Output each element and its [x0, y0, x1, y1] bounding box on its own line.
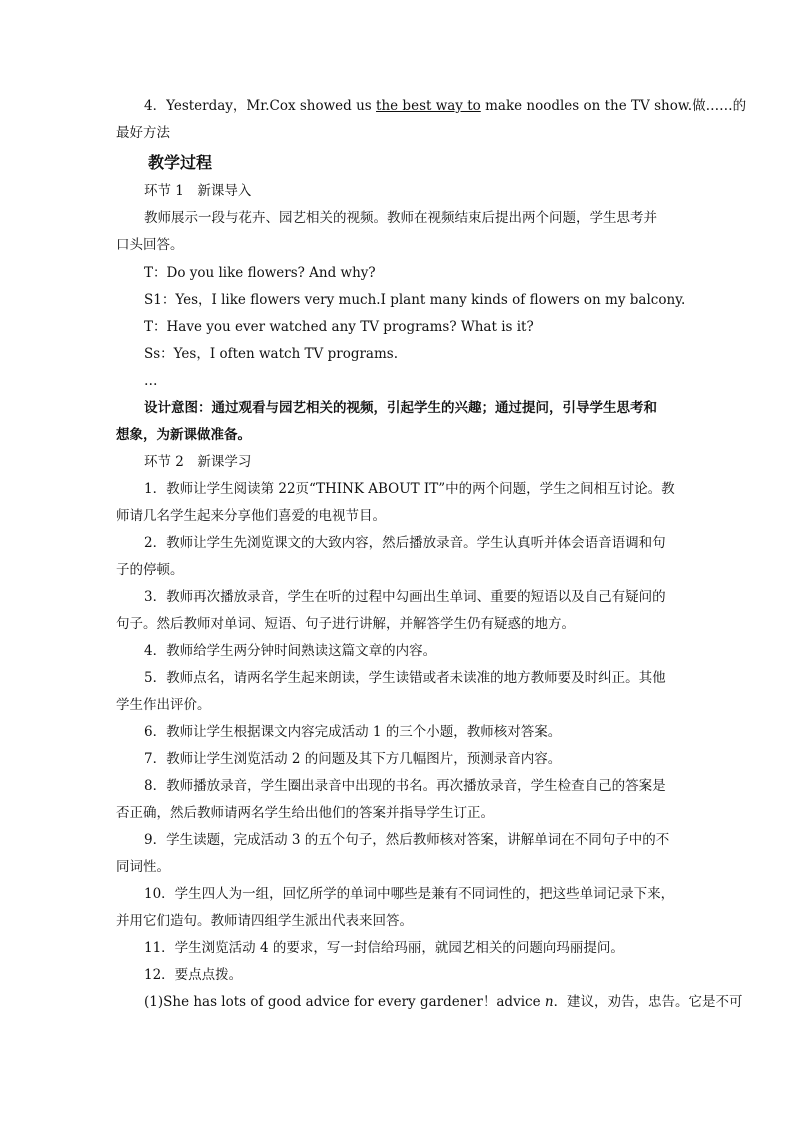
list-item-cont: 否正确，然后教师请两名学生给出他们的答案并指导学生订正。: [116, 805, 494, 821]
list-item: 8．教师播放录音，学生圈出录音中出现的书名。再次播放录音，学生检查自己的答案是: [144, 778, 666, 794]
item4-line: [144, 97, 746, 115]
list-item: 10．学生四人为一组，回忆所学的单词中哪些是兼有不同词性的，把这些单词记录下来，: [144, 886, 675, 902]
list-item: 12．要点点拨。: [144, 967, 243, 983]
step2-title: 环节 2 新课学习: [144, 454, 252, 470]
item4-underlined-phrase: the best way to: [376, 98, 481, 114]
section-heading: 教学过程: [148, 153, 213, 172]
design-intent-line1: 设计意图：通过观看与园艺相关的视频，引起学生的兴趣；通过提问，引导学生思考和: [144, 400, 657, 416]
dialog-line: T：Have you ever watched any TV programs? What is it?: [144, 319, 534, 335]
list-item-cont: 学生作出评价。: [116, 697, 211, 713]
ellipsis: …: [144, 373, 158, 389]
dialog-line: Ss：Yes，I often watch TV programs.: [144, 346, 398, 362]
list-item-cont: 并用它们造句。教师请四组学生派出代表来回答。: [116, 913, 413, 929]
key-point-text: (1)She has lots of good advice for every gardener！advice: [144, 994, 545, 1010]
design-intent-line2: 想象，为新课做准备。: [116, 427, 251, 443]
list-item: 5．教师点名，请两名学生起来朗读，学生读错或者未读准的地方教师要及时纠正。其他: [144, 670, 666, 686]
list-item: 6．教师让学生根据课文内容完成活动 1 的三个小题，教师核对答案。: [144, 724, 562, 740]
list-item-cont: 子的停顿。: [116, 562, 184, 578]
step1-intro-line2: 口头回答。: [116, 237, 184, 253]
list-item: 3．教师再次播放录音，学生在听的过程中勾画出生单词、重要的短语以及自己有疑问的: [144, 589, 666, 605]
list-item: 2．教师让学生先浏览课文的大致内容，然后播放录音。学生认真听并体会语音语调和句: [144, 535, 666, 551]
list-item-cont: 同词性。: [116, 859, 170, 875]
list-item: 1．教师让学生阅读第 22页“THINK ABOUT IT”中的两个问题，学生之间相互讨论。教: [144, 481, 675, 497]
step1-title: 环节 1 新课导入: [144, 183, 252, 199]
key-point-definition: ．建议，劝告，忠告。它是不可: [553, 994, 743, 1010]
item4-suffix: make noodles on the TV show.做……的: [480, 98, 747, 114]
dialog-line: T：Do you like flowers? And why?: [144, 265, 376, 281]
key-point-line: [144, 993, 743, 1011]
list-item-cont: 师请几名学生起来分享他们喜爱的电视节目。: [116, 508, 386, 524]
list-item-cont: 句子。然后教师对单词、短语、句子进行讲解，并解答学生仍有疑惑的地方。: [116, 616, 575, 632]
list-item: 9．学生读题，完成活动 3 的五个句子，然后教师核对答案，讲解单词在不同句子中的不: [144, 832, 670, 848]
item4-prefix: 4．Yesterday，Mr.Cox showed us: [144, 98, 377, 114]
item4-continuation: 最好方法: [116, 125, 170, 141]
list-item: 4．教师给学生两分钟时间熟读这篇文章的内容。: [144, 643, 437, 659]
part-of-speech: n: [544, 994, 554, 1010]
list-item: 11．学生浏览活动 4 的要求，写一封信给玛丽，就园艺相关的问题向玛丽提问。: [144, 940, 624, 956]
list-item: 7．教师让学生浏览活动 2 的问题及其下方几幅图片，预测录音内容。: [144, 751, 562, 767]
dialog-line: S1：Yes，I like flowers very much.I plant many kinds of flowers on my balcony.: [144, 292, 686, 308]
step1-intro-line1: 教师展示一段与花卉、园艺相关的视频。教师在视频结束后提出两个问题，学生思考并: [144, 210, 657, 226]
